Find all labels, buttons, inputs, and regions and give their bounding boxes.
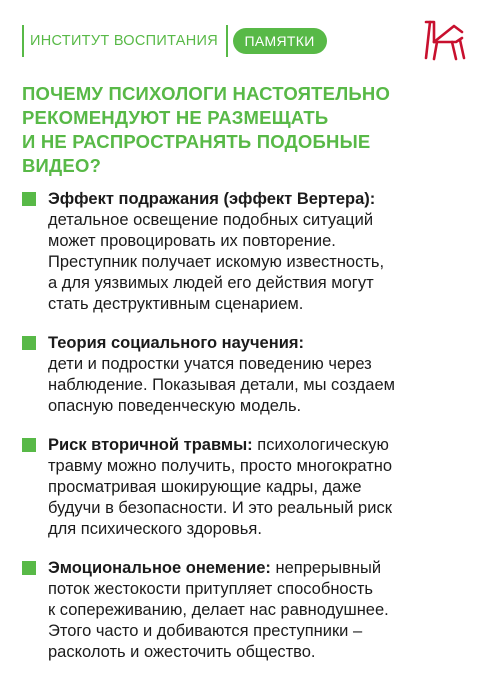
bullet-square-icon — [22, 561, 36, 575]
title-line: РЕКОМЕНДУЮТ НЕ РАЗМЕЩАТЬ — [22, 107, 329, 128]
category-tag[interactable]: ПАМЯТКИ — [233, 28, 327, 54]
section-emotional-numbness — [22, 558, 467, 663]
section-line: для психического здоровья. — [48, 520, 262, 538]
section-heading: Эффект подражания (эффект Вертера): — [48, 190, 376, 208]
bullet-square-icon — [22, 336, 36, 350]
section-line: Этого часто и добиваются преступники – — [48, 622, 363, 640]
section-heading: Риск вторичной травмы: — [48, 436, 253, 454]
section-line: расколоть и ожесточить общество. — [48, 643, 316, 661]
section-line: детальное освещение подобных ситуаций — [48, 211, 374, 229]
org-name: ИНСТИТУТ ВОСПИТАНИЯ — [30, 33, 219, 49]
section-heading-rest: непрерывный — [270, 559, 382, 577]
section-text — [48, 333, 467, 417]
section-line: к сопереживанию, делает нас равнодушнее. — [48, 601, 389, 619]
section-heading: Теория социального научения: — [48, 334, 304, 352]
title-line: И НЕ РАСПРОСТРАНЯТЬ ПОДОБНЫЕ — [22, 131, 371, 152]
section-line: Преступник получает искомую известность, — [48, 253, 385, 271]
section-line: просматривая шокирующие кадры, даже — [48, 478, 362, 496]
section-text — [48, 189, 467, 315]
title-line: ПОЧЕМУ ПСИХОЛОГИ НАСТОЯТЕЛЬНО — [22, 83, 391, 104]
header — [22, 25, 327, 57]
section-heading-rest: психологическую — [252, 436, 389, 454]
section-line: может провоцировать их повторение. — [48, 232, 336, 250]
section-social-learning — [22, 333, 467, 417]
section-imitation-effect — [22, 189, 467, 315]
section-line: наблюдение. Показывая детали, мы создаем — [48, 376, 395, 394]
section-line: будучи в безопасности. И это реальный риск — [48, 499, 392, 517]
section-text — [48, 435, 467, 540]
page-title — [22, 82, 462, 178]
chair-logo-icon — [420, 18, 468, 62]
bullet-square-icon — [22, 438, 36, 452]
section-secondary-trauma — [22, 435, 467, 540]
section-line: опасную поведенческую модель. — [48, 397, 302, 415]
title-line: ВИДЕО? — [22, 155, 102, 176]
bullet-square-icon — [22, 192, 36, 206]
section-line: поток жестокости притупляет способность — [48, 580, 374, 598]
section-line: травму можно получить, просто многократно — [48, 457, 393, 475]
section-text — [48, 558, 467, 663]
header-divider-right — [226, 25, 228, 57]
section-heading: Эмоциональное онемение: — [48, 559, 271, 577]
section-line: а для уязвимых людей его действия могут — [48, 274, 374, 292]
section-line: стать деструктивным сценарием. — [48, 295, 304, 313]
section-line: дети и подростки учатся поведению через — [48, 355, 372, 373]
